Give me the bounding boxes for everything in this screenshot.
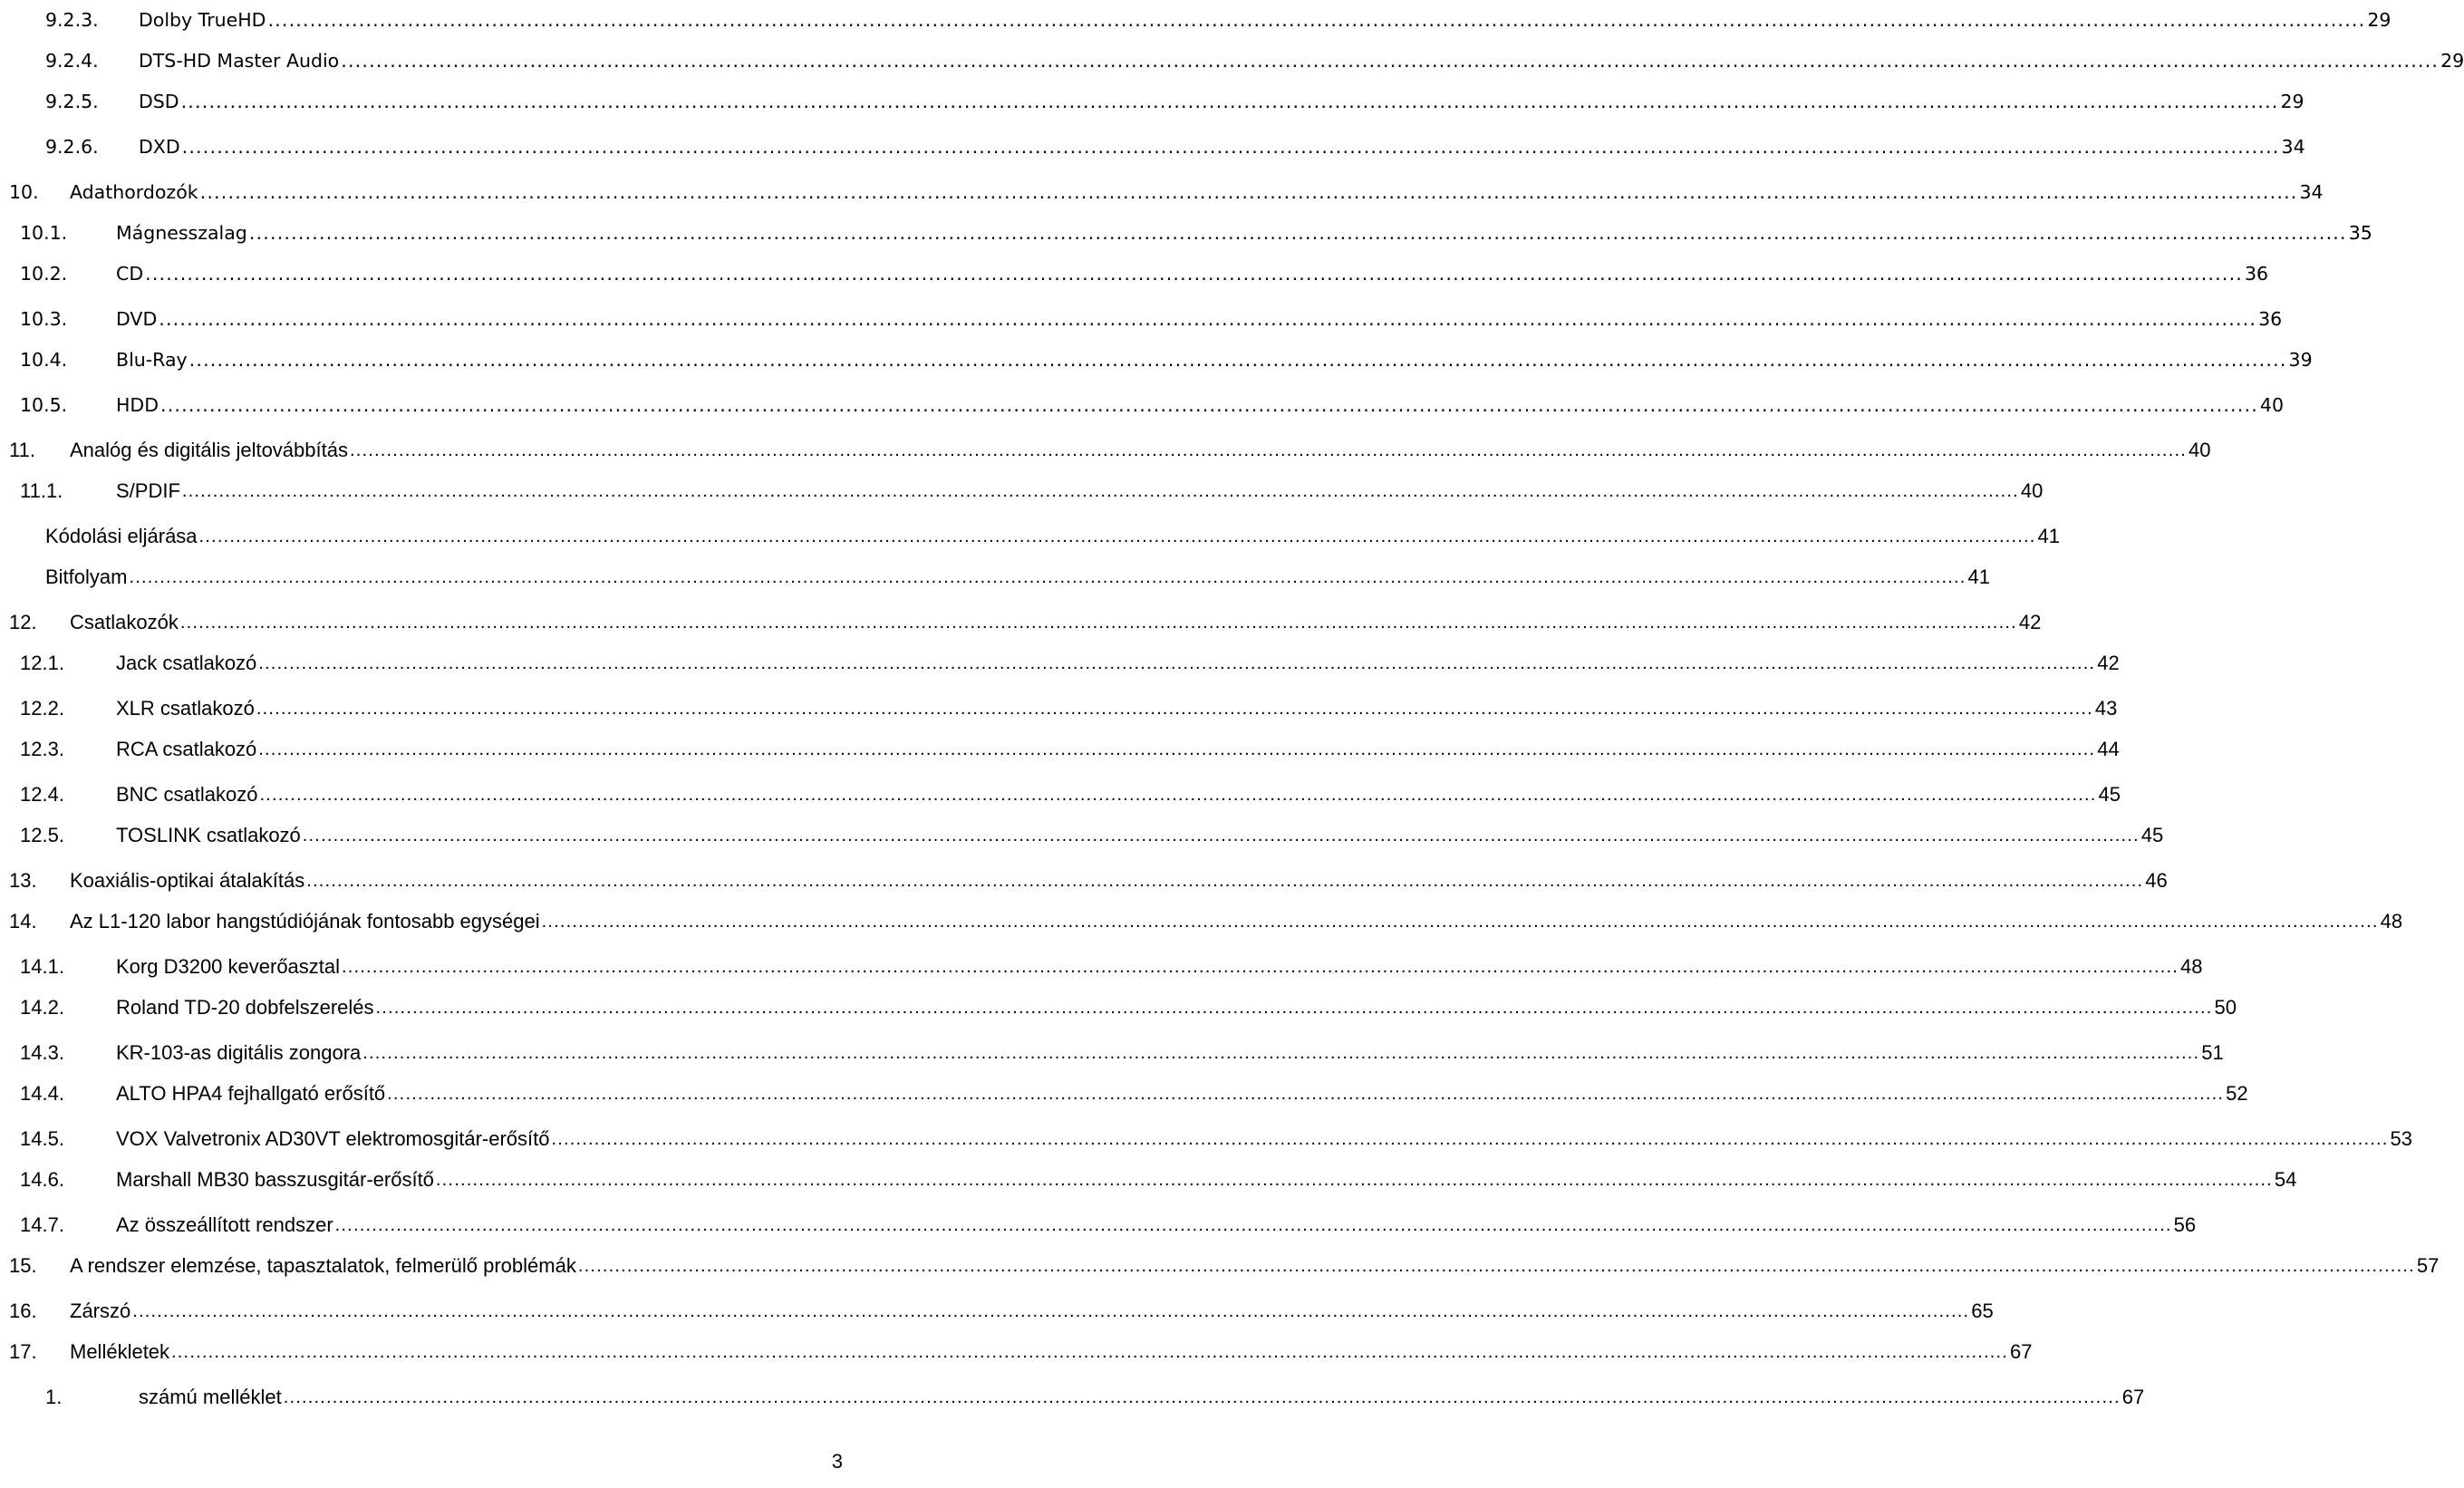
- toc-entry[interactable]: [0, 1332, 2033, 1365]
- toc-entry-page: 41: [2037, 525, 2061, 547]
- dot-leader: ............................................................................................................................................................................................................................................................................................................: [267, 9, 2366, 31]
- toc-entry-title: DTS-HD Master Audio: [139, 50, 340, 72]
- dot-leader: ............................................................................................................................................................................................................................................................................................................: [181, 136, 2280, 158]
- toc-entry-page: 34: [2281, 136, 2305, 158]
- toc-entry-page: 44: [2097, 738, 2120, 760]
- dot-leader: ............................................................................................................................................................................................................................................................................................................: [349, 440, 2187, 460]
- toc-entry-number: 10.: [9, 181, 39, 203]
- dot-leader: ............................................................................................................................................................................................................................................................................................................: [435, 1170, 2273, 1190]
- toc-entry-title: Blu-Ray: [116, 349, 188, 371]
- toc-entry-page: 52: [2226, 1082, 2248, 1105]
- toc-entry-title: Kódolási eljárása: [45, 525, 198, 547]
- toc-entry-page: 34: [2299, 181, 2324, 203]
- toc-entry-page: 43: [2094, 697, 2118, 720]
- toc-entry[interactable]: [0, 689, 2118, 721]
- toc-entry[interactable]: [0, 82, 2305, 114]
- toc-entry-number: 16.: [9, 1300, 37, 1322]
- toc-entry-number: 14.3.: [20, 1041, 64, 1064]
- toc-entry-title: S/PDIF: [116, 479, 180, 502]
- toc-entry-number: 10.5.: [20, 394, 68, 416]
- toc-entry[interactable]: [0, 1033, 2224, 1066]
- toc-entry-number: 17.: [9, 1340, 37, 1363]
- toc-entry-page: 45: [2098, 783, 2121, 806]
- toc-entry-page: 67: [2121, 1386, 2145, 1408]
- dot-leader: ............................................................................................................................................................................................................................................................................................................: [283, 1387, 2121, 1407]
- toc-entry-title: KR-103-as digitális zongora: [116, 1041, 362, 1064]
- toc-entry-title: DXD: [139, 136, 180, 158]
- toc-entry-title: Analóg és digitális jeltovábbítás: [70, 439, 348, 461]
- toc-entry-title: TOSLINK csatlakozó: [116, 824, 301, 846]
- toc-entry[interactable]: [0, 1160, 2297, 1193]
- toc-entry-title: Koaxiális-optikai átalakítás: [70, 869, 305, 892]
- toc-entry-page: 39: [2288, 349, 2313, 371]
- toc-entry-number: 10.4.: [20, 349, 68, 371]
- toc-entry-title: Az összeállított rendszer: [116, 1213, 333, 1236]
- toc-entry[interactable]: [0, 340, 2313, 372]
- dot-leader: ............................................................................................................................................................................................................................................................................................................: [179, 613, 2017, 633]
- toc-entry-page: 48: [2380, 910, 2403, 932]
- dot-leader: ............................................................................................................................................................................................................................................................................................................: [387, 1084, 2225, 1104]
- toc-entry-page: 56: [2173, 1213, 2197, 1236]
- toc-entry-page: 36: [2245, 263, 2269, 285]
- toc-entry-title: Adathordozók: [70, 181, 198, 203]
- toc-entry-number: 12.2.: [20, 697, 64, 720]
- dot-leader: ............................................................................................................................................................................................................................................................................................................: [541, 912, 2379, 932]
- toc-entry[interactable]: [0, 816, 2164, 848]
- dot-leader: ............................................................................................................................................................................................................................................................................................................: [302, 826, 2140, 845]
- dot-leader: ............................................................................................................................................................................................................................................................................................................: [362, 1043, 2200, 1063]
- toc-entry-number: 13.: [9, 869, 37, 892]
- toc-entry-number: 12.5.: [20, 824, 64, 846]
- toc-entry-number: 11.1.: [20, 479, 63, 502]
- toc-entry-title: A rendszer elemzése, tapasztalatok, felmerülő problémák: [70, 1254, 576, 1277]
- toc-entry-page: 29: [2440, 50, 2464, 72]
- toc-entry-number: 12.4.: [20, 783, 64, 806]
- toc-entry-page: 29: [2367, 9, 2392, 31]
- toc-entry-title: ALTO HPA4 fejhallgató erősítő: [116, 1082, 386, 1105]
- toc-entry[interactable]: [0, 430, 2211, 463]
- toc-entry-number: 11.: [9, 439, 35, 461]
- toc-entry-number: 14.2.: [20, 996, 64, 1019]
- toc-entry[interactable]: [0, 0, 2392, 33]
- toc-entry-page: 35: [2348, 222, 2372, 244]
- dot-leader: ............................................................................................................................................................................................................................................................................................................: [259, 785, 2097, 805]
- toc-entry[interactable]: [0, 1291, 1994, 1324]
- toc-entry-number: 12.3.: [20, 738, 64, 760]
- toc-entry-page: 40: [2188, 439, 2211, 461]
- toc-entry-title: Dolby TrueHD: [139, 9, 266, 31]
- toc-entry[interactable]: [0, 299, 2283, 332]
- toc-entry[interactable]: [0, 172, 2324, 205]
- toc-entry-title: VOX Valvetronix AD30VT elektromosgitár-erősítő: [116, 1127, 550, 1150]
- toc-entry[interactable]: [0, 557, 1990, 590]
- toc-entry-page: 41: [1967, 565, 1990, 588]
- toc-entry-title: XLR csatlakozó: [116, 697, 255, 720]
- dot-leader: ............................................................................................................................................................................................................................................................................................................: [132, 1301, 1970, 1321]
- toc-entry[interactable]: [0, 947, 2203, 980]
- toc-entry-number: 14.4.: [20, 1082, 64, 1105]
- dot-leader: ............................................................................................................................................................................................................................................................................................................: [551, 1129, 2389, 1149]
- toc-entry-title: Jack csatlakozó: [116, 652, 257, 674]
- toc-entry-title: Bitfolyam: [45, 565, 128, 588]
- toc-entry[interactable]: [0, 1119, 2412, 1152]
- toc-entry-title: Csatlakozók: [70, 611, 179, 633]
- toc-entry-number: 10.1.: [20, 222, 68, 244]
- dot-leader: ............................................................................................................................................................................................................................................................................................................: [258, 739, 2096, 759]
- dot-leader: ............................................................................................................................................................................................................................................................................................................: [334, 1215, 2172, 1235]
- toc-entry[interactable]: [0, 730, 2120, 762]
- toc-entry-title: RCA csatlakozó: [116, 738, 257, 760]
- toc-entry-title: DSD: [139, 91, 179, 112]
- page-number: 3: [831, 1450, 843, 1473]
- toc-entry-title: HDD: [116, 394, 159, 416]
- toc-entry-title: Az L1-120 labor hangstúdiójának fontosabb egységei: [70, 910, 540, 932]
- toc-entry-number: 9.2.3.: [45, 9, 99, 31]
- toc-entry-page: 40: [2020, 479, 2044, 502]
- toc-entry-number: 15.: [9, 1254, 37, 1277]
- dot-leader: ............................................................................................................................................................................................................................................................................................................: [159, 308, 2257, 330]
- toc-entry-number: 12.1.: [20, 652, 64, 674]
- toc-entry-number: 14.5.: [20, 1127, 64, 1150]
- dot-leader: ............................................................................................................................................................................................................................................................................................................: [198, 527, 2036, 546]
- toc-entry-number: 14.6.: [20, 1168, 64, 1191]
- dot-leader: ............................................................................................................................................................................................................................................................................................................: [248, 222, 2347, 244]
- dot-leader: ............................................................................................................................................................................................................................................................................................................: [171, 1342, 2009, 1362]
- toc-entry[interactable]: [0, 41, 2464, 73]
- dot-leader: ............................................................................................................................................................................................................................................................................................................: [181, 481, 2019, 501]
- toc-entry-page: 50: [2214, 996, 2237, 1019]
- dot-leader: ............................................................................................................................................................................................................................................................................................................: [160, 394, 2258, 416]
- toc-entry[interactable]: [0, 254, 2269, 286]
- toc-entry-page: 51: [2201, 1041, 2224, 1064]
- toc-entry-page: 45: [2140, 824, 2164, 846]
- toc-entry[interactable]: [0, 1246, 2440, 1279]
- toc-entry[interactable]: [0, 902, 2403, 934]
- toc-entry-title: Marshall MB30 basszusgitár-erősítő: [116, 1168, 434, 1191]
- toc-entry-page: 54: [2274, 1168, 2297, 1191]
- toc-entry-number: 12.: [9, 611, 37, 633]
- toc-entry-number: 9.2.4.: [45, 50, 99, 72]
- toc-entry[interactable]: [0, 643, 2120, 676]
- toc-entry[interactable]: [0, 213, 2372, 246]
- toc-entry[interactable]: [0, 1074, 2248, 1106]
- toc-entry[interactable]: [0, 775, 2121, 807]
- toc-entry-page: 46: [2145, 869, 2168, 892]
- toc-entry-page: 48: [2180, 955, 2203, 978]
- toc-entry[interactable]: [0, 517, 2061, 549]
- toc-entry-page: 53: [2390, 1127, 2412, 1150]
- dot-leader: ............................................................................................................................................................................................................................................................................................................: [306, 871, 2144, 891]
- toc-entry-title: DVD: [116, 308, 158, 330]
- toc-entry-number: 9.2.6.: [45, 136, 99, 158]
- toc-entry-title: BNC csatlakozó: [116, 783, 258, 806]
- dot-leader: ............................................................................................................................................................................................................................................................................................................: [375, 998, 2213, 1018]
- dot-leader: ............................................................................................................................................................................................................................................................................................................: [256, 699, 2093, 719]
- toc-entry-title: Mágnesszalag: [116, 222, 247, 244]
- toc-entry-page: 67: [2010, 1340, 2033, 1363]
- toc-entry-number: 10.2.: [20, 263, 68, 285]
- toc-entry-number: 9.2.5.: [45, 91, 99, 112]
- dot-leader: ............................................................................................................................................................................................................................................................................................................: [188, 349, 2287, 371]
- toc-entry-title: Korg D3200 keverőasztal: [116, 955, 341, 978]
- dot-leader: ............................................................................................................................................................................................................................................................................................................: [577, 1256, 2415, 1276]
- toc-entry[interactable]: [0, 127, 2305, 159]
- toc-entry-title: Mellékletek: [70, 1340, 170, 1363]
- toc-entry-title: számú melléklet: [139, 1386, 282, 1408]
- toc-entry[interactable]: [0, 471, 2044, 504]
- toc-entry-page: 65: [1971, 1300, 1994, 1322]
- toc-entry[interactable]: [0, 861, 2168, 894]
- toc-entry-number: 14.: [9, 910, 37, 932]
- toc-entry-number: 10.3.: [20, 308, 68, 330]
- dot-leader: ............................................................................................................................................................................................................................................................................................................: [342, 957, 2179, 977]
- toc-entry[interactable]: [0, 1205, 2197, 1238]
- toc-entry-page: 42: [2097, 652, 2120, 674]
- toc-entry-title: Roland TD-20 dobfelszerelés: [116, 996, 374, 1019]
- dot-leader: ............................................................................................................................................................................................................................................................................................................: [145, 263, 2244, 285]
- toc-entry-number: 14.1.: [20, 955, 64, 978]
- dot-leader: ............................................................................................................................................................................................................................................................................................................: [199, 181, 2298, 203]
- toc-entry-page: 42: [2018, 611, 2042, 633]
- dot-leader: ............................................................................................................................................................................................................................................................................................................: [180, 91, 2279, 112]
- toc-entry-page: 29: [2280, 91, 2305, 112]
- dot-leader: ............................................................................................................................................................................................................................................................................................................: [341, 50, 2440, 72]
- toc-entry-title: CD: [116, 263, 144, 285]
- toc-entry-page: 57: [2416, 1254, 2440, 1277]
- toc-entry[interactable]: [0, 385, 2284, 418]
- toc-entry-title: Zárszó: [70, 1300, 131, 1322]
- toc-entry-number: 14.7.: [20, 1213, 64, 1236]
- toc-entry-number: 1.: [45, 1386, 63, 1408]
- toc-entry[interactable]: [0, 1377, 2145, 1410]
- toc-entry[interactable]: [0, 988, 2237, 1020]
- toc-entry-page: 40: [2259, 394, 2284, 416]
- dot-leader: ............................................................................................................................................................................................................................................................................................................: [129, 567, 1966, 587]
- toc-entry-page: 36: [2258, 308, 2283, 330]
- dot-leader: ............................................................................................................................................................................................................................................................................................................: [258, 653, 2096, 673]
- toc-entry[interactable]: [0, 603, 2042, 635]
